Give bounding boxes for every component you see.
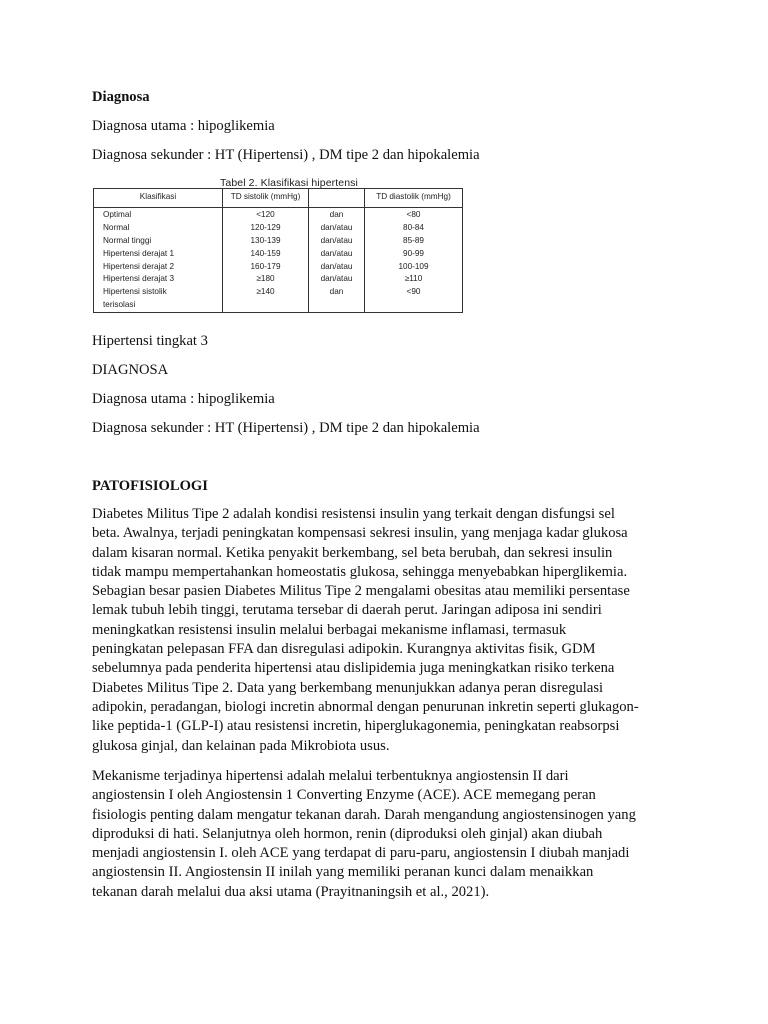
cell-classification: Optimal	[94, 207, 223, 221]
cell-classification: Hipertensi sistolik	[94, 286, 223, 299]
paragraph-line: Mekanisme terjadinya hipertensi adalah melalui terbentuknya angiostensin II dari	[92, 768, 569, 784]
hypertension-classification-figure	[93, 176, 463, 318]
header-td-sistolik: TD sistolik (mmHg)	[223, 189, 309, 208]
paragraph-line: menjadi angiostensin I. oleh ACE yang terdapat di paru-paru, angiostensin I diubah manjadi	[92, 845, 630, 862]
diagnosa-heading: Diagnosa	[92, 89, 150, 105]
paragraph-line: fisiologis penting dalam mengatur tekanan darah. Darah mengandung angiostensinogen yang	[92, 806, 636, 823]
paragraph-line: sebelumnya pada penderita hipertensi atau dislipidemia juga meningkatkan risiko terkena	[92, 660, 615, 677]
cell-connector: dan/atau	[309, 235, 365, 248]
table-row	[94, 207, 463, 221]
cell-connector: dan	[309, 207, 365, 221]
paragraph-line: Diabetes Militus Tipe 2. Data yang berkembang menunjukkan adanya peran disregulasi	[92, 679, 604, 696]
cell-diastolic: 90-99	[403, 248, 424, 258]
table-title: Tabel 2. Klasifikasi hipertensi	[220, 177, 358, 189]
hypertension-classification-table	[93, 188, 463, 313]
paragraph-line: lemak tubuh lebih tinggi, terutama tersebar di daerah perut. Jaringan adiposa ini sendiri	[92, 602, 602, 619]
paragraph-line: like peptida-1 (GLP-I) atau resistensi incretin, hiperglukagonemia, peningkatan reabsorpsi	[92, 718, 620, 735]
cell-diastolic: 80-84	[403, 222, 424, 232]
cell-connector: dan/atau	[309, 222, 365, 235]
cell-connector: dan/atau	[309, 248, 365, 261]
table-row	[94, 235, 463, 248]
primary-diagnosis-repeat: Diagnosa utama : hipoglikemia	[92, 391, 275, 407]
paragraph-line: glukosa ginjal, dan kelainan pada Mikrobiota usus.	[92, 737, 390, 754]
cell-diastolic: 85-89	[403, 235, 424, 245]
cell-systolic: <120	[223, 207, 309, 221]
cell-connector: dan/atau	[309, 273, 365, 286]
cell-diastolic: ≥110	[404, 274, 423, 284]
cell-systolic	[223, 299, 309, 312]
cell-classification: terisolasi	[94, 299, 223, 312]
cell-systolic: 140-159	[223, 248, 309, 261]
header-td-diastolik: TD diastolik (mmHg)	[365, 189, 463, 208]
table-row	[94, 273, 463, 286]
paragraph-line: tidak mampu mempertahankan homeostatis glukosa, sehingga menyebabkan hiperglikemia.	[92, 563, 628, 580]
cell-connector: dan/atau	[309, 261, 365, 274]
secondary-diagnosis: Diagnosa sekunder : HT (Hipertensi) , DM tipe 2 dan hipokalemia	[92, 147, 480, 163]
paragraph-line: meningkatkan resistensi insulin melalui berbagai mekanisme inflamasi, termasuk	[92, 621, 567, 638]
cell-connector: dan	[309, 286, 365, 299]
diagnosa-heading-upper: DIAGNOSA	[92, 362, 169, 378]
table-row	[94, 261, 463, 274]
paragraph-line: diproduksi di hati. Selanjutnya oleh hormon, renin (diproduksi oleh ginjal) akan diubah	[92, 825, 603, 842]
paragraph-line: beta. Awalnya, terjadi peningkatan kompensasi sekresi insulin, yang menjaga kadar glukosa	[92, 525, 628, 542]
cell-classification: Hipertensi derajat 1	[94, 248, 223, 261]
table-row	[94, 286, 463, 299]
header-connector	[309, 189, 365, 208]
paragraph-line: adipokin, peradangan, biologi incretin abnormal dengan penurunan inkretin seperti glukagon-	[92, 698, 639, 715]
hypertension-mechanism-paragraph	[92, 767, 692, 902]
paragraph-line: dalam kisaran normal. Ketika penyakit berkembang, sel beta berubah, dan sekresi insulin	[92, 544, 613, 561]
patofisiologi-heading: PATOFISIOLOGI	[92, 478, 208, 494]
secondary-diagnosis-repeat: Diagnosa sekunder : HT (Hipertensi) , DM tipe 2 dan hipokalemia	[92, 420, 480, 436]
paragraph-line: angiostensin I oleh Angiostensin 1 Converting Enzyme (ACE). ACE memegang peran	[92, 787, 596, 804]
diabetes-paragraph	[92, 505, 692, 756]
cell-connector	[309, 299, 365, 312]
table-header-row	[94, 189, 463, 208]
cell-classification: Hipertensi derajat 3	[94, 273, 223, 286]
cell-systolic: 130-139	[223, 235, 309, 248]
paragraph-line: Diabetes Militus Tipe 2 adalah kondisi resistensi insulin yang terkait dengan disfungsi sel	[92, 506, 615, 522]
header-klasifikasi: Klasifikasi	[94, 189, 223, 208]
cell-classification: Normal tinggi	[94, 235, 223, 248]
cell-diastolic: <90	[406, 287, 421, 297]
paragraph-line: peningkatan pelepasan FFA dan disregulasi adipokin. Kurangnya aktivitas fisik, GDM	[92, 641, 596, 658]
table-row	[94, 222, 463, 235]
cell-classification: Hipertensi derajat 2	[94, 261, 223, 274]
hypertension-grade-note: Hipertensi tingkat 3	[92, 333, 208, 349]
cell-systolic: 120-129	[223, 222, 309, 235]
cell-classification: Normal	[94, 222, 223, 235]
table-row	[94, 248, 463, 261]
cell-systolic: ≥180	[223, 273, 309, 286]
cell-systolic: ≥140	[223, 286, 309, 299]
cell-diastolic: <80	[406, 209, 421, 219]
paragraph-line: angiostensin II. Angiostensin II inilah yang memiliki peranan kunci dalam menaikkan	[92, 864, 594, 881]
cell-diastolic: 100-109	[398, 261, 429, 271]
cell-diastolic	[365, 299, 463, 312]
cell-systolic: 160-179	[223, 261, 309, 274]
paragraph-line: tekanan darah melalui dua aksi utama (Prayitnaningsih et al., 2021).	[92, 883, 490, 900]
paragraph-line: Sebagian besar pasien Diabetes Militus Tipe 2 mengalami obesitas atau memiliki persentase	[92, 583, 630, 600]
primary-diagnosis: Diagnosa utama : hipoglikemia	[92, 118, 275, 134]
table-row	[94, 299, 463, 312]
